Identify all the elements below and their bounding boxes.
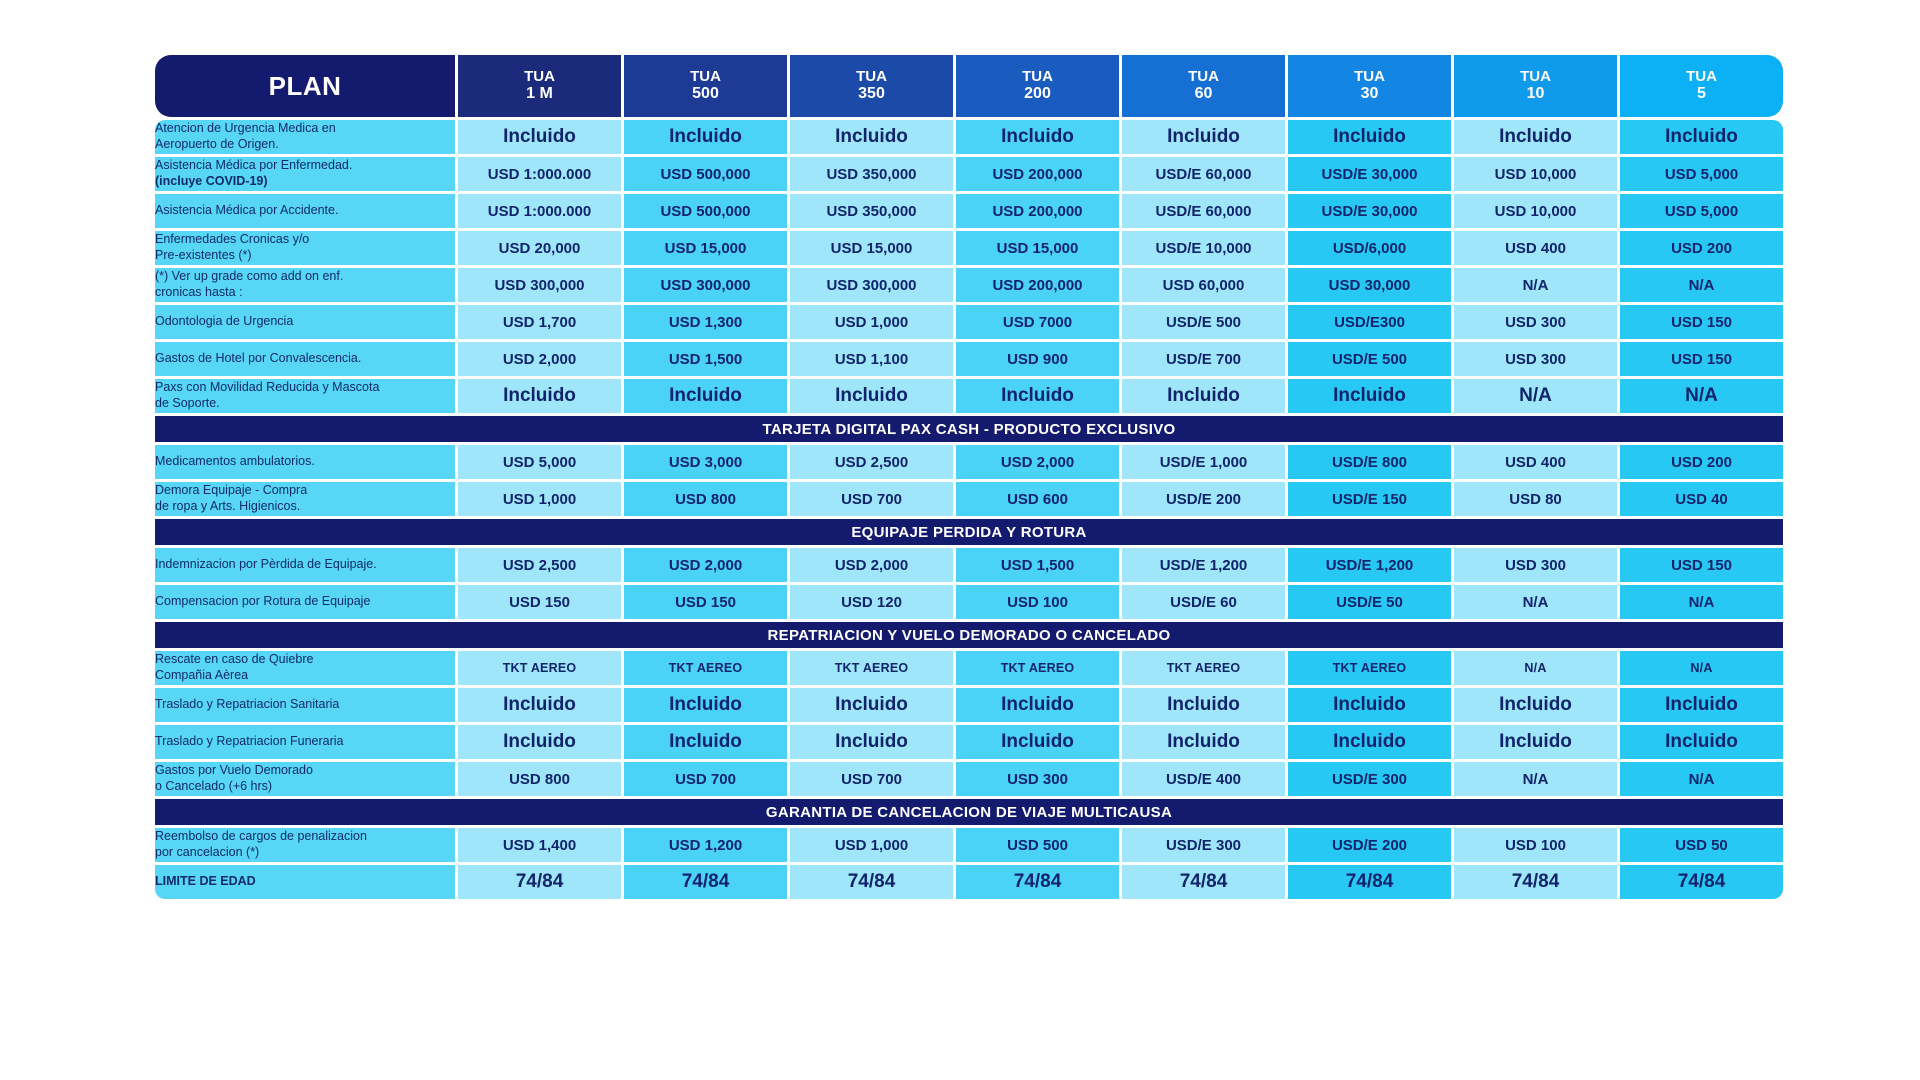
row-label: Reembolso de cargos de penalizacion por cancelacion (*) (155, 828, 455, 862)
table-cell: Incluido (956, 379, 1119, 413)
row-label: Rescate en caso de Quiebre Compañia Aèrea (155, 651, 455, 685)
table-row (155, 865, 1783, 899)
row-label: Gastos por Vuelo Demorado o Cancelado (+6 hrs) (155, 762, 455, 796)
row-label: Demora Equipaje - Compra de ropa y Arts. Higienicos. (155, 482, 455, 516)
table-row (155, 651, 1783, 685)
table-cell: Incluido (1620, 120, 1783, 154)
table-cell: Incluido (956, 725, 1119, 759)
header-plan-2-tua: TUA (690, 68, 721, 86)
table-cell: USD 350,000 (790, 194, 953, 228)
table-cell: USD/E 10,000 (1122, 231, 1285, 265)
table-cell: USD 30,000 (1288, 268, 1451, 302)
table-cell: USD/E 500 (1288, 342, 1451, 376)
table-cell: USD 300 (1454, 342, 1617, 376)
header-plan-8-tua: TUA (1686, 68, 1717, 86)
table-cell: N/A (1454, 268, 1617, 302)
table-cell: USD 1:000.000 (458, 194, 621, 228)
table-cell: USD 2,500 (790, 445, 953, 479)
section-band-title: TARJETA DIGITAL PAX CASH - PRODUCTO EXCLUSIVO (155, 416, 1783, 442)
table-row (155, 231, 1783, 265)
table-cell: USD/E 400 (1122, 762, 1285, 796)
table-cell: USD 150 (1620, 305, 1783, 339)
table-body (155, 120, 1783, 899)
table-cell: USD 1,700 (458, 305, 621, 339)
table-cell: USD 900 (956, 342, 1119, 376)
table-cell: USD/E 30,000 (1288, 157, 1451, 191)
header-plan-label: PLAN (155, 55, 455, 117)
table-cell: USD 2,000 (458, 342, 621, 376)
table-cell: Incluido (956, 120, 1119, 154)
table-cell: USD 150 (1620, 548, 1783, 582)
table-cell: USD 3,000 (624, 445, 787, 479)
table-cell: 74/84 (1288, 865, 1451, 899)
table-cell: USD/6,000 (1288, 231, 1451, 265)
table-cell: USD 300,000 (790, 268, 953, 302)
table-row (155, 445, 1783, 479)
header-plan-7-tua: TUA (1520, 68, 1551, 86)
table-cell: 74/84 (1620, 865, 1783, 899)
table-cell: Incluido (790, 688, 953, 722)
table-cell: USD 500,000 (624, 194, 787, 228)
row-label: Gastos de Hotel por Convalescencia. (155, 342, 455, 376)
table-cell: USD 400 (1454, 231, 1617, 265)
table-row (155, 305, 1783, 339)
table-cell: Incluido (790, 379, 953, 413)
header-plan-5-num: 60 (1194, 85, 1213, 103)
table-cell: Incluido (956, 688, 1119, 722)
table-cell: USD/E 200 (1122, 482, 1285, 516)
table-row (155, 194, 1783, 228)
plans-table (152, 52, 1786, 902)
table-cell: USD 100 (1454, 828, 1617, 862)
table-header (155, 55, 1783, 117)
table-cell: USD 120 (790, 585, 953, 619)
row-label: Odontologia de Urgencia (155, 305, 455, 339)
table-cell: USD/E 700 (1122, 342, 1285, 376)
row-label: LIMITE DE EDAD (155, 865, 455, 899)
header-plan-6-tua: TUA (1354, 68, 1385, 86)
table-cell: Incluido (1122, 688, 1285, 722)
table-cell: USD 700 (790, 762, 953, 796)
table-cell: USD 10,000 (1454, 157, 1617, 191)
table-cell: Incluido (1288, 120, 1451, 154)
table-cell: USD 400 (1454, 445, 1617, 479)
table-cell: USD/E300 (1288, 305, 1451, 339)
table-cell: USD 200 (1620, 445, 1783, 479)
header-plan-6 (1288, 55, 1451, 117)
table-cell: USD 20,000 (458, 231, 621, 265)
table-cell: USD 7000 (956, 305, 1119, 339)
table-cell: USD 300,000 (458, 268, 621, 302)
row-label: Atencion de Urgencia Medica en Aeropuerto de Origen. (155, 120, 455, 154)
table-cell: TKT AEREO (624, 651, 787, 685)
table-cell: TKT AEREO (956, 651, 1119, 685)
table-cell: Incluido (1288, 688, 1451, 722)
table-cell: USD/E 300 (1288, 762, 1451, 796)
table-cell: Incluido (624, 120, 787, 154)
table-cell: USD 5,000 (458, 445, 621, 479)
table-cell: Incluido (1122, 725, 1285, 759)
table-cell: Incluido (1122, 379, 1285, 413)
table-cell: USD 80 (1454, 482, 1617, 516)
header-plan-6-num: 30 (1360, 85, 1379, 103)
table-cell: N/A (1620, 762, 1783, 796)
row-label: Indemnizacion por Pèrdida de Equipaje. (155, 548, 455, 582)
table-cell: USD 200,000 (956, 157, 1119, 191)
section-band-title: EQUIPAJE PERDIDA Y ROTURA (155, 519, 1783, 545)
header-plan-3 (790, 55, 953, 117)
table-cell: USD 15,000 (956, 231, 1119, 265)
table-cell: USD 300 (956, 762, 1119, 796)
header-plan-1-tua: TUA (524, 68, 555, 86)
table-cell: Incluido (624, 379, 787, 413)
table-cell: USD 300 (1454, 548, 1617, 582)
table-cell: USD 200,000 (956, 268, 1119, 302)
table-cell: USD 60,000 (1122, 268, 1285, 302)
table-cell: Incluido (1454, 725, 1617, 759)
table-cell: USD/E 60,000 (1122, 194, 1285, 228)
table-cell: TKT AEREO (790, 651, 953, 685)
table-row (155, 548, 1783, 582)
table-cell: Incluido (1454, 120, 1617, 154)
table-cell: USD 2,000 (790, 548, 953, 582)
table-cell: USD/E 800 (1288, 445, 1451, 479)
table-cell: USD/E 300 (1122, 828, 1285, 862)
table-cell: USD 1,200 (624, 828, 787, 862)
table-cell: USD 200,000 (956, 194, 1119, 228)
plans-table-container (152, 52, 1774, 902)
table-cell: Incluido (458, 379, 621, 413)
header-plan-4-tua: TUA (1022, 68, 1053, 86)
row-label: Asistencia Médica por Accidente. (155, 194, 455, 228)
table-cell: Incluido (624, 725, 787, 759)
table-cell: Incluido (624, 688, 787, 722)
table-row (155, 342, 1783, 376)
table-cell: USD 2,500 (458, 548, 621, 582)
table-cell: USD 1:000.000 (458, 157, 621, 191)
table-cell: USD 1,500 (624, 342, 787, 376)
table-cell: USD 500,000 (624, 157, 787, 191)
table-cell: USD 350,000 (790, 157, 953, 191)
table-cell: USD 5,000 (1620, 157, 1783, 191)
table-row (155, 120, 1783, 154)
table-cell: N/A (1454, 379, 1617, 413)
row-label: Asistencia Médica por Enfermedad. (incluye COVID-19) (155, 157, 455, 191)
table-cell: USD 1,400 (458, 828, 621, 862)
table-cell: USD 700 (624, 762, 787, 796)
table-cell: USD 1,500 (956, 548, 1119, 582)
row-label: Medicamentos ambulatorios. (155, 445, 455, 479)
table-cell: TKT AEREO (458, 651, 621, 685)
table-cell: USD 150 (1620, 342, 1783, 376)
table-cell: USD 1,100 (790, 342, 953, 376)
header-plan-7 (1454, 55, 1617, 117)
table-cell: Incluido (458, 688, 621, 722)
table-cell: USD/E 60,000 (1122, 157, 1285, 191)
section-band-title: GARANTIA DE CANCELACION DE VIAJE MULTICAUSA (155, 799, 1783, 825)
table-cell: USD 100 (956, 585, 1119, 619)
section-band-title: REPATRIACION Y VUELO DEMORADO O CANCELADO (155, 622, 1783, 648)
table-row (155, 585, 1783, 619)
table-cell: USD/E 150 (1288, 482, 1451, 516)
table-cell: USD 300 (1454, 305, 1617, 339)
table-cell: Incluido (1620, 688, 1783, 722)
header-plan-2 (624, 55, 787, 117)
table-cell: N/A (1454, 651, 1617, 685)
table-cell: USD 150 (624, 585, 787, 619)
table-cell: USD 600 (956, 482, 1119, 516)
header-plan-1 (458, 55, 621, 117)
table-cell: USD 2,000 (956, 445, 1119, 479)
header-plan-5-tua: TUA (1188, 68, 1219, 86)
table-cell: USD 1,000 (458, 482, 621, 516)
table-cell: 74/84 (790, 865, 953, 899)
table-cell: N/A (1454, 762, 1617, 796)
header-plan-4 (956, 55, 1119, 117)
row-label: Paxs con Movilidad Reducida y Mascota de Soporte. (155, 379, 455, 413)
header-plan-5 (1122, 55, 1285, 117)
table-cell: USD/E 1,000 (1122, 445, 1285, 479)
table-cell: USD 5,000 (1620, 194, 1783, 228)
table-cell: USD 200 (1620, 231, 1783, 265)
table-cell: USD 1,000 (790, 828, 953, 862)
header-row (155, 55, 1783, 117)
table-cell: USD 300,000 (624, 268, 787, 302)
row-label: Enfermedades Cronicas y/o Pre-existentes (*) (155, 231, 455, 265)
header-plan-3-num: 350 (858, 85, 885, 103)
table-cell: USD/E 500 (1122, 305, 1285, 339)
table-cell: USD 15,000 (790, 231, 953, 265)
table-cell: N/A (1620, 651, 1783, 685)
table-cell: USD/E 30,000 (1288, 194, 1451, 228)
table-cell: Incluido (1288, 379, 1451, 413)
table-cell: USD/E 1,200 (1122, 548, 1285, 582)
table-row (155, 688, 1783, 722)
table-row (155, 828, 1783, 862)
table-cell: USD/E 50 (1288, 585, 1451, 619)
table-cell: USD/E 60 (1122, 585, 1285, 619)
header-plan-7-num: 10 (1526, 85, 1545, 103)
table-cell: 74/84 (458, 865, 621, 899)
table-cell: 74/84 (1454, 865, 1617, 899)
table-cell: USD 700 (790, 482, 953, 516)
table-cell: USD 40 (1620, 482, 1783, 516)
table-cell: USD 1,300 (624, 305, 787, 339)
section-band-row (155, 416, 1783, 442)
section-band-row (155, 622, 1783, 648)
table-cell: 74/84 (956, 865, 1119, 899)
table-cell: TKT AEREO (1288, 651, 1451, 685)
table-cell: Incluido (1620, 725, 1783, 759)
row-label: (*) Ver up grade como add on enf. cronicas hasta : (155, 268, 455, 302)
header-plan-8 (1620, 55, 1783, 117)
table-cell: Incluido (458, 120, 621, 154)
table-cell: USD 150 (458, 585, 621, 619)
table-cell: USD 800 (624, 482, 787, 516)
header-plan-8-num: 5 (1697, 85, 1706, 103)
table-cell: Incluido (1288, 725, 1451, 759)
header-plan-1-num: 1 M (526, 85, 553, 103)
table-cell: USD 10,000 (1454, 194, 1617, 228)
section-band-row (155, 799, 1783, 825)
row-label: Traslado y Repatriacion Funeraria (155, 725, 455, 759)
section-band-row (155, 519, 1783, 545)
table-cell: 74/84 (624, 865, 787, 899)
table-cell: USD 1,000 (790, 305, 953, 339)
table-cell: USD 2,000 (624, 548, 787, 582)
table-cell: USD 500 (956, 828, 1119, 862)
table-cell: Incluido (790, 120, 953, 154)
table-row (155, 157, 1783, 191)
header-plan-3-tua: TUA (856, 68, 887, 86)
table-cell: N/A (1620, 585, 1783, 619)
table-cell: USD/E 1,200 (1288, 548, 1451, 582)
table-row (155, 762, 1783, 796)
table-row (155, 268, 1783, 302)
row-label: Compensacion por Rotura de Equipaje (155, 585, 455, 619)
row-label: Traslado y Repatriacion Sanitaria (155, 688, 455, 722)
table-cell: USD/E 200 (1288, 828, 1451, 862)
table-row (155, 379, 1783, 413)
table-row (155, 725, 1783, 759)
table-row (155, 482, 1783, 516)
table-cell: Incluido (1454, 688, 1617, 722)
table-cell: USD 50 (1620, 828, 1783, 862)
table-cell: N/A (1620, 379, 1783, 413)
table-cell: TKT AEREO (1122, 651, 1285, 685)
table-cell: N/A (1454, 585, 1617, 619)
table-cell: Incluido (1122, 120, 1285, 154)
table-cell: Incluido (458, 725, 621, 759)
header-plan-4-num: 200 (1024, 85, 1051, 103)
table-cell: N/A (1620, 268, 1783, 302)
table-cell: 74/84 (1122, 865, 1285, 899)
table-cell: USD 15,000 (624, 231, 787, 265)
table-cell: USD 800 (458, 762, 621, 796)
table-cell: Incluido (790, 725, 953, 759)
header-plan-2-num: 500 (692, 85, 719, 103)
